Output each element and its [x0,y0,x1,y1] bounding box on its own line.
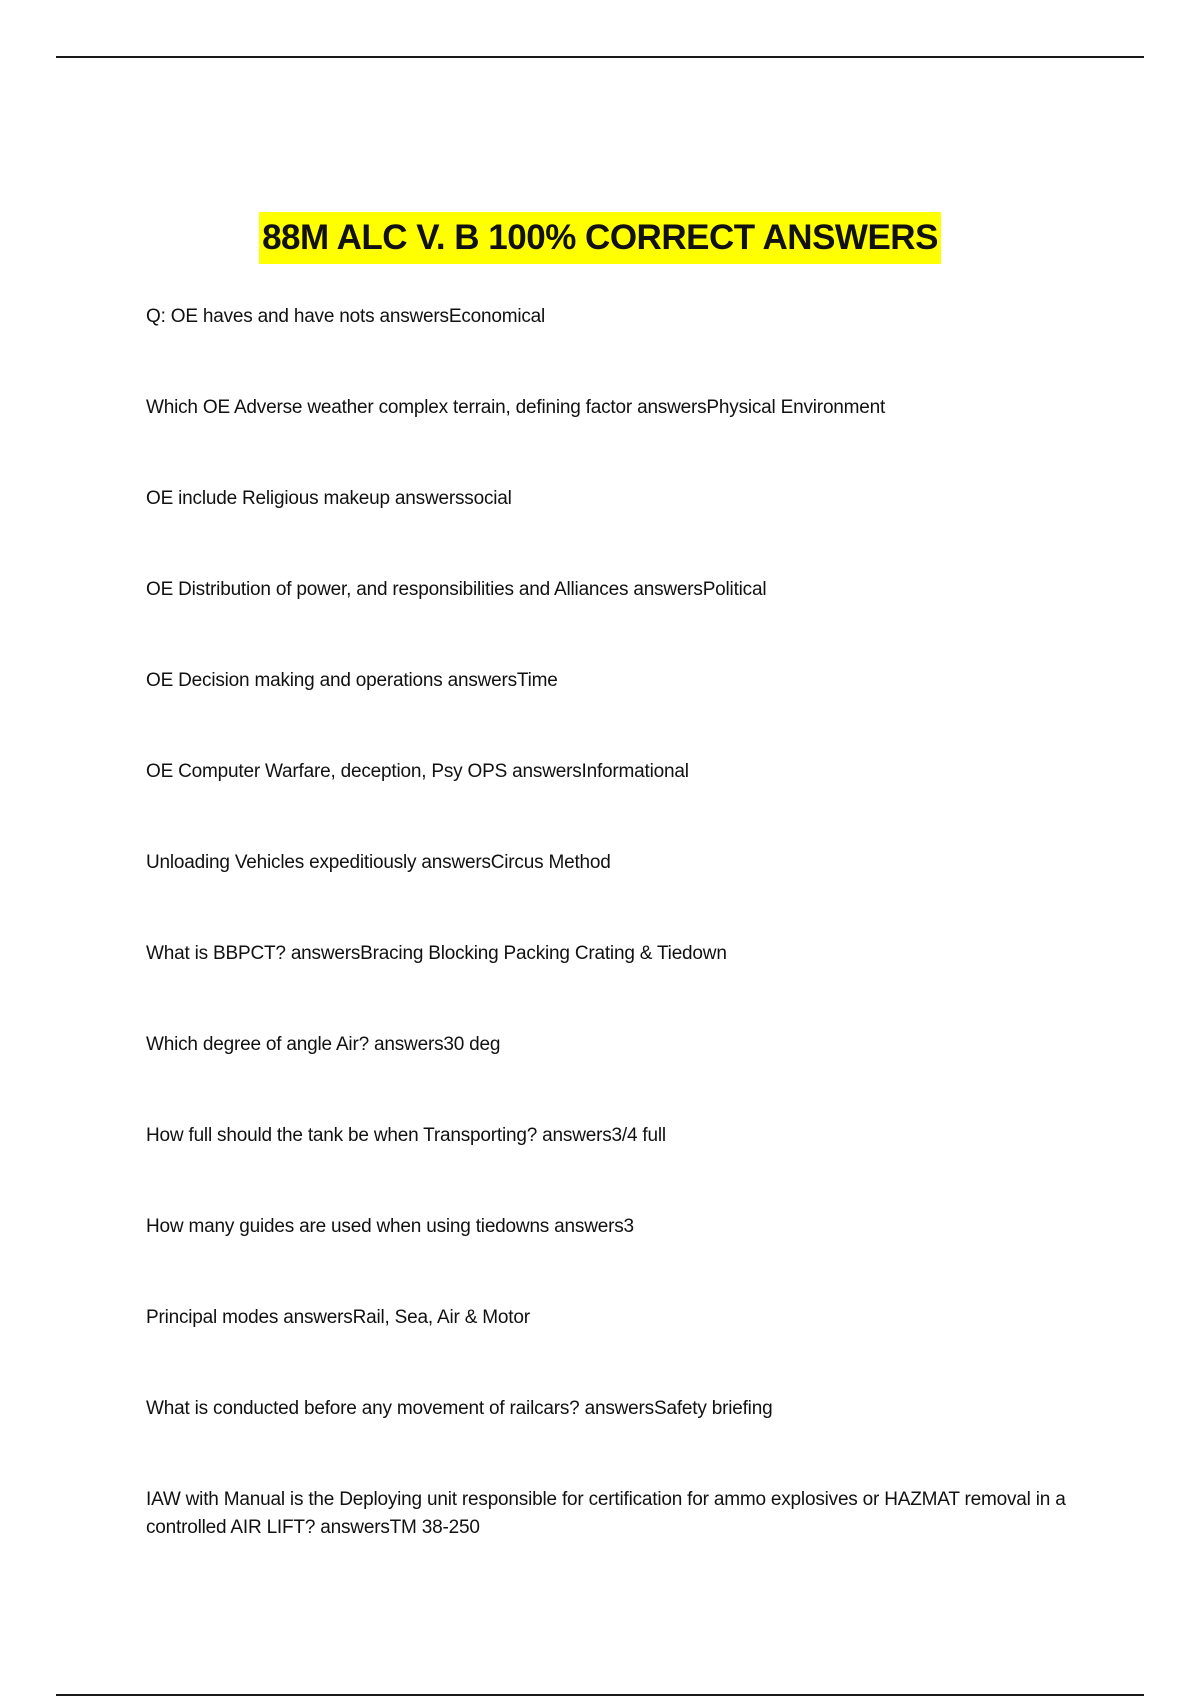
qa-item: How many guides are used when using tiedowns answers3 [146,1216,634,1237]
document-title: 88M ALC V. B 100% CORRECT ANSWERS [259,212,941,264]
qa-item: OE Decision making and operations answersTime [146,670,558,691]
qa-item: Unloading Vehicles expeditiously answersCircus Method [146,852,611,873]
qa-item: OE include Religious makeup answerssocial [146,488,512,509]
qa-item: OE Distribution of power, and responsibilities and Alliances answersPolitical [146,579,767,600]
qa-item: IAW with Manual is the Deploying unit responsible for certification for ammo explosives or HAZMAT removal in a controlled AIR LIFT? answersTM 38-250 [146,1489,1066,1538]
qa-item: How full should the tank be when Transporting? answers3/4 full [146,1125,666,1146]
qa-item: OE Computer Warfare, deception, Psy OPS answersInformational [146,761,689,782]
qa-item: What is conducted before any movement of railcars? answersSafety briefing [146,1398,773,1419]
qa-item: Which degree of angle Air? answers30 deg [146,1034,501,1055]
qa-item: What is BBPCT? answersBracing Blocking Packing Crating & Tiedown [146,943,727,964]
qa-list [146,303,1066,1577]
qa-item: Principal modes answersRail, Sea, Air & Motor [146,1307,530,1328]
header-rule [56,56,1144,58]
qa-item: Which OE Adverse weather complex terrain, defining factor answersPhysical Environment [146,397,886,418]
title-container [0,212,1200,264]
qa-item: Q: OE haves and have nots answersEconomical [146,306,546,327]
footer-rule [56,1694,1144,1696]
